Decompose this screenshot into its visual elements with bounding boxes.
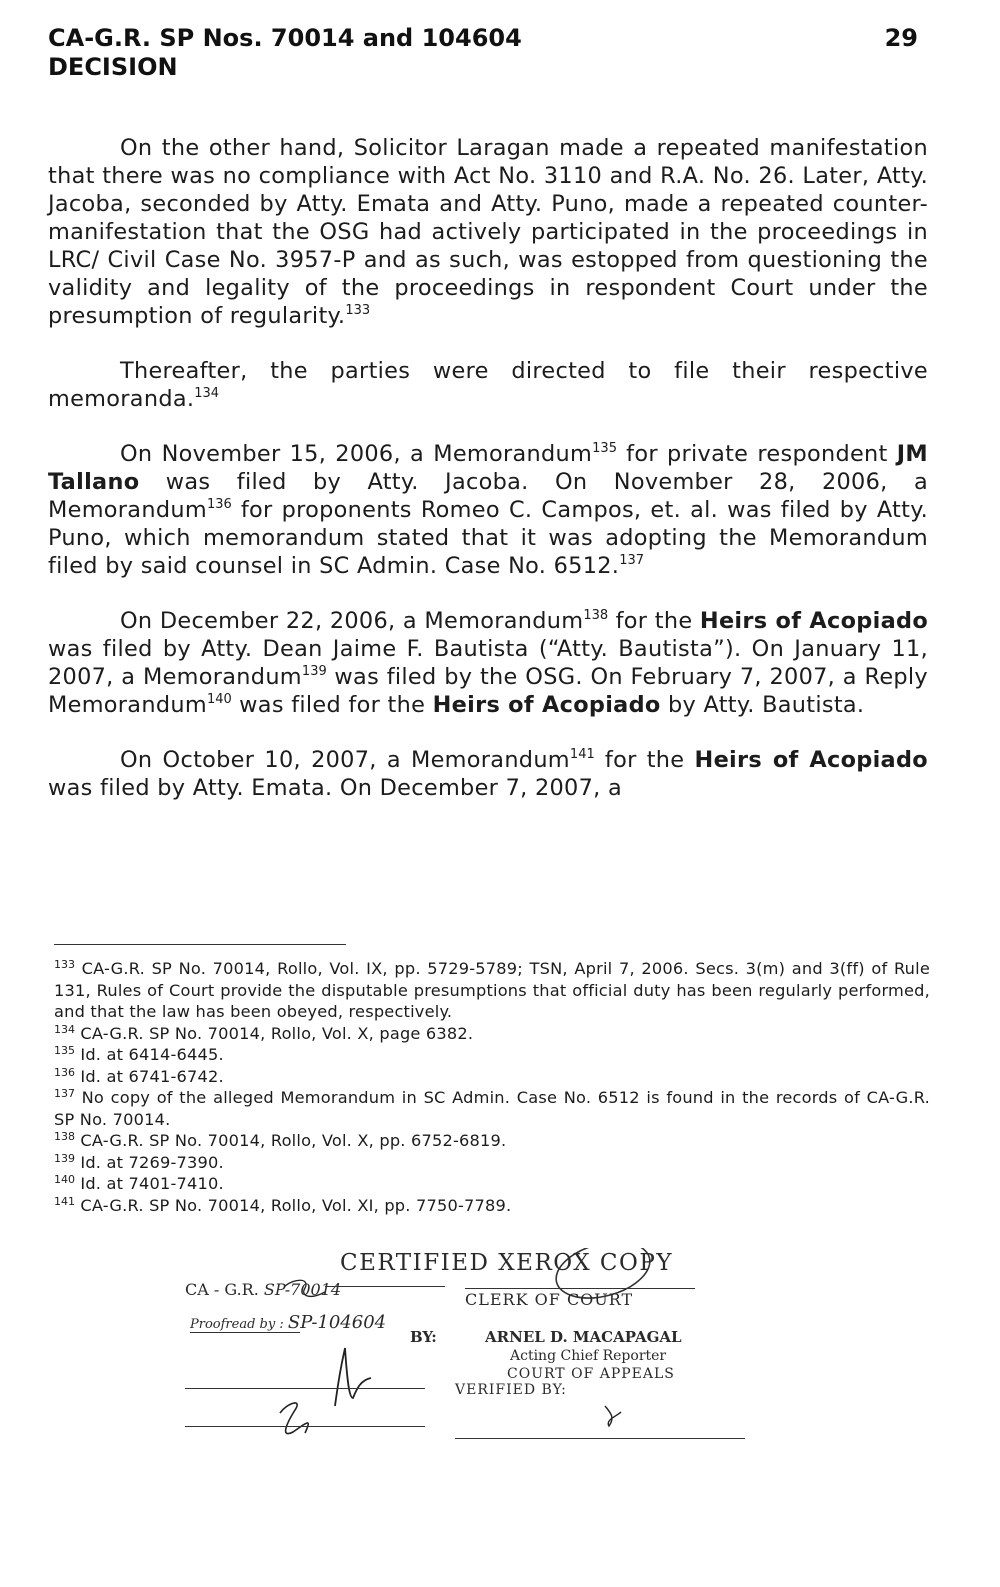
document-type: DECISION <box>48 53 178 81</box>
handwritten-case-no: SP-104604 <box>287 1312 387 1333</box>
footnote-ref[interactable]: 141 <box>569 747 595 762</box>
footnote-divider <box>54 944 346 945</box>
stamp-officer-name: ARNEL D. MACAPAGAL <box>485 1328 682 1346</box>
footnote: $^{139}$ Id. at 7269-7390. <box>54 1151 224 1172</box>
stamp-line <box>455 1438 745 1439</box>
handwritten-case-no: SP-70014 <box>263 1280 342 1299</box>
footnote-ref[interactable]: 140 <box>206 692 232 707</box>
decision-body <box>48 134 928 829</box>
footnote: $^{136}$ Id. at 6741-6742. <box>54 1065 224 1086</box>
party-name: Heirs of Acopiado <box>432 692 661 718</box>
stamp-ca-label: CA - G.R. SP-70014 <box>185 1280 342 1299</box>
party-name: JM Tallano <box>48 441 928 495</box>
footnote: $^{133}$ CA-G.R. SP No. 70014, Rollo, Vol. IX, pp. 5729-5789; TSN, April 7, 2006. Secs. 3(m) and 3(ff) of Rule 131, Rules of Court provide the disputable presumptions that official duty has been regularly performed, and that the law has been obeyed, respectively. <box>54 958 930 1021</box>
page-header <box>48 24 918 82</box>
footnote-ref[interactable]: 138 <box>583 608 609 623</box>
paragraph-1: On the other hand, Solicitor Laragan made a repeated manifestation that there was no compliance with Act No. 3110 and R.A. No. 26. Later, Atty. Jacoba, seconded by Atty. Emata and Atty. Puno, made a repeated counter-manifestation that the OSG had actively participated in the proceedings in LRC/ Civil Case No. 3957-P and as such, was estopped from questioning the validity and legality of the proceedings in respondent Court under the presumption of regularity.$^{133}$ <box>48 135 928 329</box>
stamp-line <box>325 1286 445 1287</box>
party-name: Heirs of Acopiado <box>694 747 928 773</box>
paragraph-3: On November 15, 2006, a Memorandum$^{135}$ for private respondent JM Tallano was filed by Atty. Jacoba. On November 28, 2006, a Memorandum$^{136}$ for proponents Romeo C. Campos, et. al. was filed by Atty. Puno, which memorandum stated that it was adopting the Memorandum filed by said counsel in SC Admin. Case No. 6512.$^{137}$ <box>48 441 928 579</box>
footnote: $^{137}$ No copy of the alleged Memorandum in SC Admin. Case No. 6512 is found in the records of CA-G.R. SP No. 70014. <box>54 1087 930 1129</box>
stamp-court: COURT OF APPEALS <box>507 1366 675 1382</box>
footnote: $^{140}$ Id. at 7401-7410. <box>54 1173 224 1193</box>
footnote-ref[interactable]: 137 <box>619 553 645 568</box>
stamp-line <box>185 1426 425 1427</box>
paragraph-5: On October 10, 2007, a Memorandum$^{141}$ for the Heirs of Acopiado was filed by Atty. Emata. On December 7, 2007, a <box>48 747 928 801</box>
footnote-ref[interactable]: 136 <box>206 497 232 512</box>
stamp-officer-role: Acting Chief Reporter <box>510 1348 667 1364</box>
footnote: $^{134}$ CA-G.R. SP No. 70014, Rollo, Vol. X, page 6382. <box>54 1022 474 1043</box>
stamp-line <box>185 1388 425 1389</box>
page-number: 29 <box>884 24 918 52</box>
stamp-line <box>190 1332 300 1333</box>
stamp-verified: VERIFIED BY: <box>455 1382 567 1398</box>
footnote-ref[interactable]: 139 <box>301 664 327 679</box>
stamp-proofread: Proofread by : SP-104604 <box>190 1312 387 1333</box>
certification-stamp <box>185 1248 745 1448</box>
footnote: $^{135}$ Id. at 6414-6445. <box>54 1044 224 1064</box>
paragraph-2: Thereafter, the parties were directed to file their respective memoranda.$^{134}$ <box>48 358 928 412</box>
footnotes <box>54 958 930 1216</box>
footnote-ref[interactable]: 135 <box>592 441 617 456</box>
footnote-ref[interactable]: 133 <box>345 303 371 318</box>
stamp-line <box>465 1288 695 1289</box>
case-number: CA-G.R. SP Nos. 70014 and 104604 <box>48 24 522 52</box>
footnote: $^{141}$ CA-G.R. SP No. 70014, Rollo, Vol. XI, pp. 7750-7789. <box>54 1194 512 1215</box>
party-name: Heirs of Acopiado <box>699 608 928 634</box>
footnote-ref[interactable]: 134 <box>194 386 220 401</box>
stamp-clerk: CLERK OF COURT <box>465 1290 634 1309</box>
stamp-title: CERTIFIED XEROX COPY <box>340 1250 674 1276</box>
paragraph-4: On December 22, 2006, a Memorandum$^{138}$ for the Heirs of Acopiado was filed by Atty. Dean Jaime F. Bautista (“Atty. Bautista”). On January 11, 2007, a Memorandum$^{139}$ was filed by the OSG. On February 7, 2007, a Reply Memorandum$^{140}$ was filed for the Heirs of Acopiado by Atty. Bautista. <box>48 608 928 718</box>
stamp-by: BY: <box>410 1328 437 1346</box>
footnote: $^{138}$ CA-G.R. SP No. 70014, Rollo, Vol. X, pp. 6752-6819. <box>54 1130 507 1150</box>
